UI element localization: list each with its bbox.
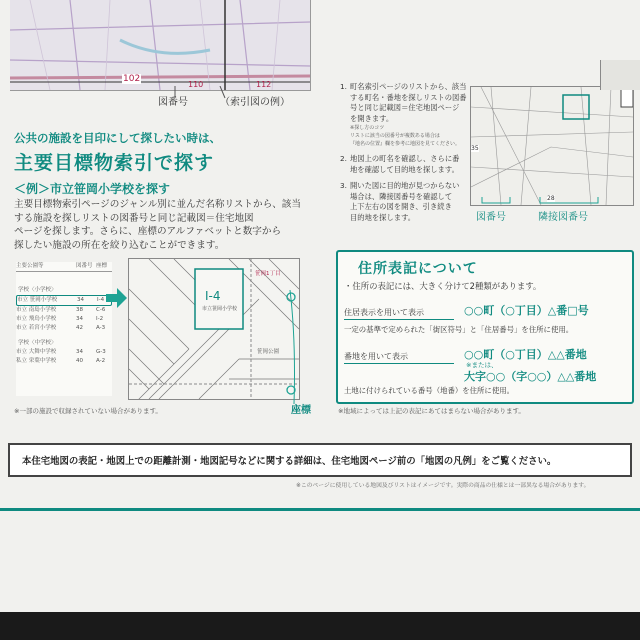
map-area-label: 笹岡1丁目	[255, 271, 281, 277]
table-row: 市立 南島小学校 38 C-6	[16, 307, 106, 313]
method2-format2: 大字○○（字○○）△△番地	[464, 370, 597, 383]
body-line: する施設を探しリストの図番号と同じ記載図＝住宅地図	[14, 212, 254, 224]
adjacent-number: 35	[471, 145, 479, 152]
address-intro: ・住所の表記には、大きく分けて2種類があります。	[344, 281, 542, 291]
detail-map-graphic	[129, 259, 299, 399]
table-row: 市立 大舞中学校 34 G-3	[16, 349, 106, 355]
method1-desc: 一定の基準で定められた「街区符号」と「住居番号」を住所に使用。	[344, 325, 574, 334]
step-tip: ※探し方のコツ リストに該当の図番号が複数ある場合は 『地名の位置』欄を参考に地図を見てください。	[350, 125, 461, 147]
map-number-label: 110	[188, 80, 204, 89]
method1-format: ○○町（○丁目）△番□号	[464, 304, 589, 317]
step-1: 1. 町名索引ページのリストから、該当 する町名・番地を探しリストの図番 号と同じ記載図＝住宅地図ページ を開きます。	[340, 82, 467, 123]
body-line: 主要目標物索引ページのジャンル別に並んだ名称リストから、該当	[14, 199, 301, 210]
example-heading: ＜例＞市立笹岡小学校を探す	[14, 182, 171, 196]
index-table-header: 主要公園等 図番号 座標	[16, 262, 112, 272]
section-title: 主要目標物索引で探す	[14, 152, 215, 174]
adjacent-number: 28	[547, 195, 555, 202]
body-line: ページを探します。さらに、座標のアルファベットと数字から	[14, 226, 282, 237]
table-row: 私立 栄葉中学校 40 A-2	[16, 358, 106, 364]
index-list-table	[16, 262, 112, 396]
step-3: 3. 開いた図に目的地が見つからない 場合は、隣接図番号を確認して 上下左右の図を開き、引き続き 目的地を探します。	[340, 181, 460, 222]
bottom-note: ※このページに使用している地図及びリストはイメージです。実際の商品の仕様とは一部異なる場合があります。	[296, 483, 590, 489]
notice-text: 本住宅地図の表記・地図上での距離計測・地図記号などに関する詳細は、住宅地図ページ前の「地図の凡例」をご覧ください。	[22, 456, 557, 467]
lead-text: 公共の施設を目印にして探したい時は、	[14, 131, 221, 145]
caption-adjacent-number: 隣接図番号	[538, 212, 588, 223]
coord-label: 座標	[291, 405, 311, 416]
map-number-label: 112	[256, 80, 272, 89]
left-footnote: ※一部の施設で収録されていない場合があります。	[14, 407, 162, 415]
table-row: 市立 飛鳥小学校 34 I-2	[16, 316, 104, 322]
map-park-label: 笹岡公園	[257, 349, 280, 355]
footer-rule	[0, 508, 640, 511]
caption-map-number: 図番号	[476, 212, 506, 223]
map-school-label: 市立笹岡小学校	[202, 306, 238, 312]
arrow-icon	[106, 288, 128, 308]
steps-panel	[340, 82, 470, 223]
body-text	[14, 198, 314, 252]
address-title: 住所表記について	[358, 261, 478, 277]
table-row: 市立 笹岡小学校 34 I-4	[16, 295, 112, 306]
address-footnote: ※地域によっては上記の表記にあてはまらない場合があります。	[338, 407, 525, 415]
index-group-label: 学校〈中学校〉	[18, 340, 57, 346]
notice-bar	[8, 443, 632, 477]
method2-desc: 土地に付けられている番号（地番）を住所に使用。	[344, 386, 514, 395]
index-map-fragment	[10, 0, 311, 91]
address-box	[336, 250, 634, 404]
method1-label: 住居表示を用いて表示	[344, 307, 454, 320]
method2-format: ○○町（○丁目）△△番地	[464, 348, 587, 361]
map-number-label: 102	[123, 74, 141, 84]
map-cell-label: I-4	[205, 289, 221, 303]
map-number-caption: 図番号	[158, 97, 188, 108]
table-row: 市立 若宮小学校 42 A-3	[16, 325, 106, 331]
detail-map	[128, 258, 300, 400]
index-example-caption: （索引図の例）	[220, 97, 290, 108]
index-group-label: 学校〈小学校〉	[18, 287, 57, 293]
sample-map-graphic	[471, 87, 633, 205]
caption-leader-lines	[170, 86, 230, 100]
sample-map-page	[470, 86, 634, 206]
method2-label: 番地を用いて表示	[344, 351, 454, 364]
caption-brackets	[480, 195, 600, 209]
top-right-map-fragment	[600, 60, 640, 90]
index-map-graphic	[10, 0, 310, 90]
body-line: 探したい施設の所在を絞り込むことができます。	[14, 239, 225, 251]
step-2: 2. 地図上の町名を確認し、さらに番 地を確認して目的地を探します。	[340, 154, 460, 174]
method2-or: ※または、	[466, 361, 498, 369]
coord-leader-lines	[282, 290, 302, 406]
